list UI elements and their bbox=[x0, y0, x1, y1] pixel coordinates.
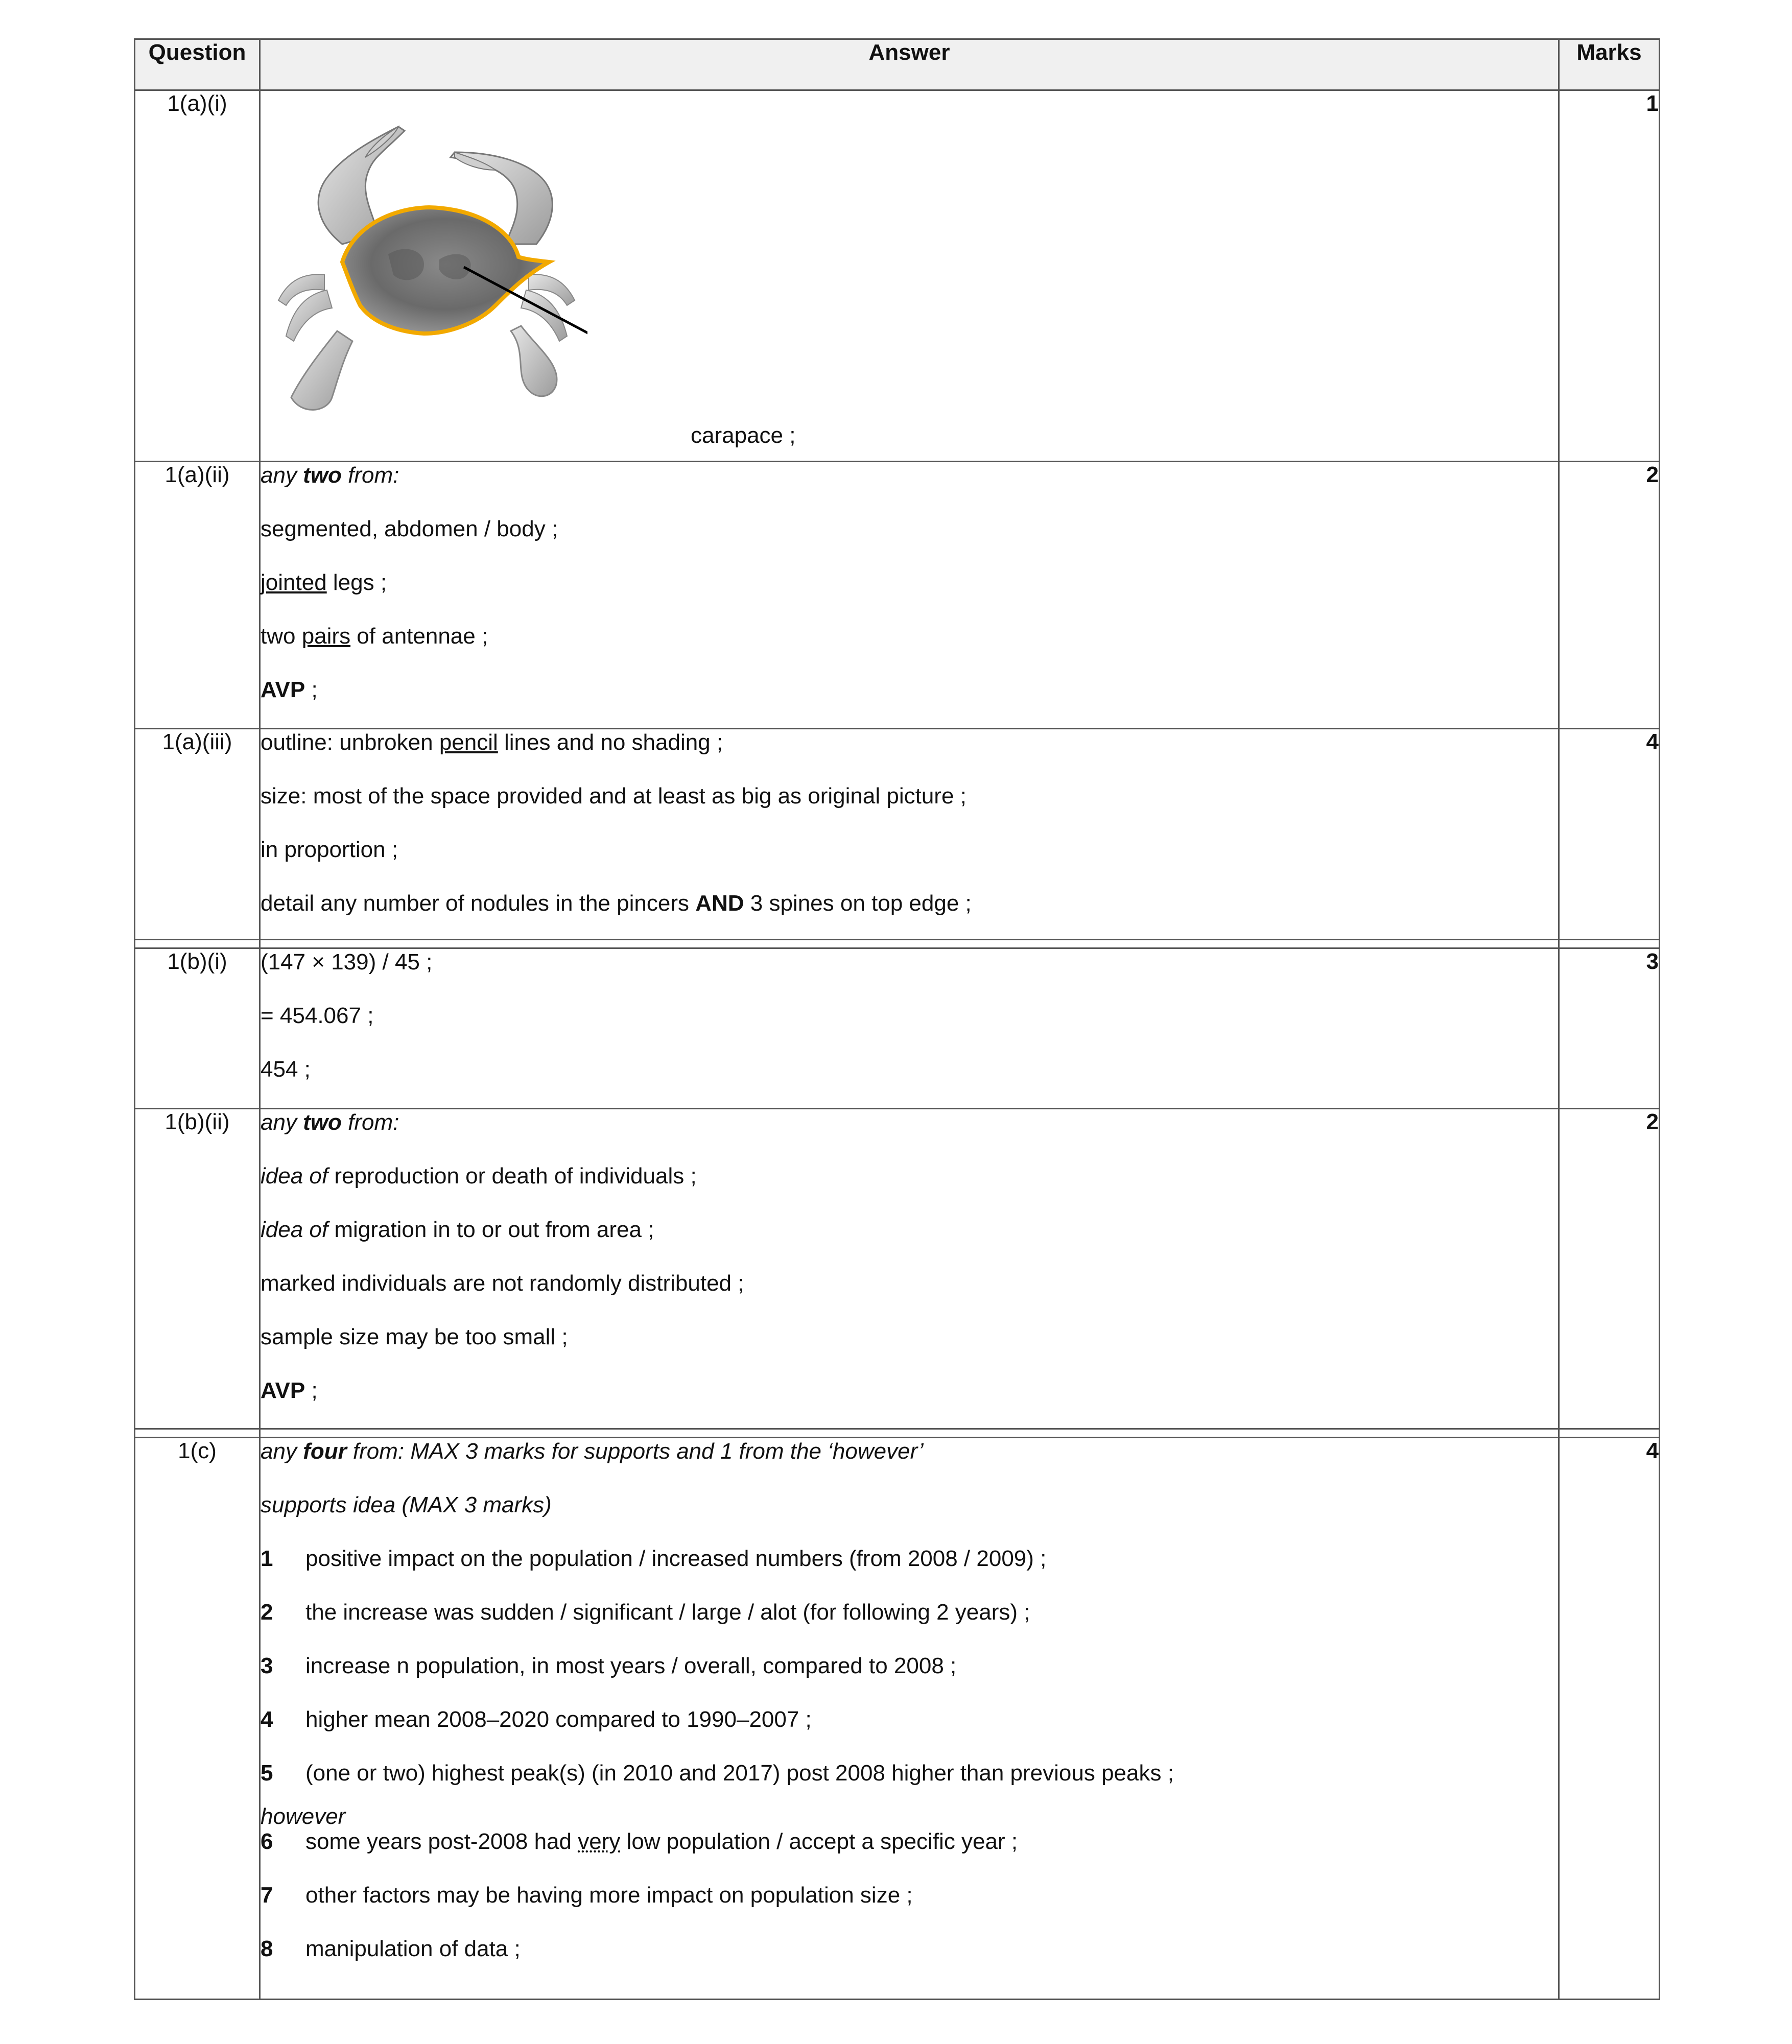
marks-value: 1 bbox=[1559, 90, 1660, 462]
answer-cell bbox=[260, 729, 1559, 940]
answer-point: AVP ; bbox=[261, 1378, 318, 1403]
table-row bbox=[135, 948, 1660, 1109]
answer-point: (147 × 139) / 45 ; bbox=[261, 949, 433, 975]
list-item: 4 higher mean 2008–2020 compared to 1990–2007 ; bbox=[261, 1707, 812, 1732]
list-item: 6 some years post-2008 had very low population / accept a specific year ; bbox=[261, 1829, 1018, 1854]
marks-value: 2 bbox=[1559, 1109, 1660, 1429]
question-id: 1(b)(i) bbox=[135, 948, 260, 1109]
answer-point: 454 ; bbox=[261, 1057, 311, 1082]
answer-point: outline: unbroken pencil lines and no shading ; bbox=[261, 730, 723, 755]
table-row bbox=[135, 90, 1660, 462]
list-item: 3 increase n population, in most years / overall, compared to 2008 ; bbox=[261, 1653, 957, 1678]
header-question: Question bbox=[135, 39, 260, 90]
list-item: 7 other factors may be having more impact on population size ; bbox=[261, 1883, 913, 1908]
answer-point: marked individuals are not randomly distributed ; bbox=[261, 1271, 744, 1296]
answer-point: in proportion ; bbox=[261, 837, 398, 862]
list-item: 8 manipulation of data ; bbox=[261, 1936, 521, 1961]
instruction: any two from: bbox=[261, 1110, 399, 1135]
table-row bbox=[135, 1109, 1660, 1429]
table-row bbox=[135, 729, 1660, 940]
answer-point: segmented, abdomen / body ; bbox=[261, 516, 558, 541]
question-id: 1(a)(i) bbox=[135, 90, 260, 462]
answer-point: detail any number of nodules in the pincers AND 3 spines on top edge ; bbox=[261, 891, 972, 916]
answer-cell bbox=[260, 948, 1559, 1109]
answer-point: size: most of the space provided and at least as big as original picture ; bbox=[261, 783, 966, 809]
answer-cell bbox=[260, 462, 1559, 729]
answer-point: jointed legs ; bbox=[261, 570, 387, 595]
subheading: supports idea (MAX 3 marks) bbox=[261, 1492, 552, 1517]
section-separator bbox=[135, 940, 1660, 948]
marks-value: 4 bbox=[1559, 729, 1660, 940]
question-id: 1(b)(ii) bbox=[135, 1109, 260, 1429]
header-row bbox=[135, 39, 1660, 90]
header-marks: Marks bbox=[1559, 39, 1660, 90]
marks-value: 4 bbox=[1559, 1438, 1660, 2000]
answer-point: sample size may be too small ; bbox=[261, 1324, 568, 1349]
marks-value: 3 bbox=[1559, 948, 1660, 1109]
answer-point: idea of reproduction or death of individuals ; bbox=[261, 1163, 697, 1189]
section-separator bbox=[135, 1429, 1660, 1438]
instruction: any two from: bbox=[261, 463, 399, 488]
list-item: 5 (one or two) highest peak(s) (in 2010 and 2017) post 2008 higher than previous peaks ; bbox=[261, 1761, 1174, 1786]
crab-figure bbox=[261, 91, 1558, 448]
carapace-label: carapace ; bbox=[691, 423, 796, 448]
header-answer: Answer bbox=[260, 39, 1559, 90]
instruction: any four from: MAX 3 marks for supports and 1 from the ‘however’ bbox=[261, 1439, 924, 1464]
answer-point: AVP ; bbox=[261, 677, 318, 702]
table-row bbox=[135, 462, 1660, 729]
mark-scheme bbox=[134, 38, 1659, 2000]
question-id: 1(c) bbox=[135, 1438, 260, 2000]
answer-cell bbox=[260, 1438, 1559, 2000]
subheading: however bbox=[261, 1804, 346, 1829]
answer-cell bbox=[260, 1109, 1559, 1429]
question-id: 1(a)(ii) bbox=[135, 462, 260, 729]
question-id: 1(a)(iii) bbox=[135, 729, 260, 940]
answer-point: two pairs of antennae ; bbox=[261, 624, 488, 649]
marks-value: 2 bbox=[1559, 462, 1660, 729]
mark-scheme-table bbox=[134, 38, 1660, 2000]
list-item: 2 the increase was sudden / significant / large / alot (for following 2 years) ; bbox=[261, 1600, 1030, 1625]
table-row bbox=[135, 1438, 1660, 2000]
list-item: 1 positive impact on the population / increased numbers (from 2008 / 2009) ; bbox=[261, 1546, 1047, 1571]
crab-image bbox=[271, 122, 587, 428]
answer-cell bbox=[260, 90, 1559, 462]
answer-point: idea of migration in to or out from area ; bbox=[261, 1217, 654, 1242]
answer-point: = 454.067 ; bbox=[261, 1003, 374, 1028]
